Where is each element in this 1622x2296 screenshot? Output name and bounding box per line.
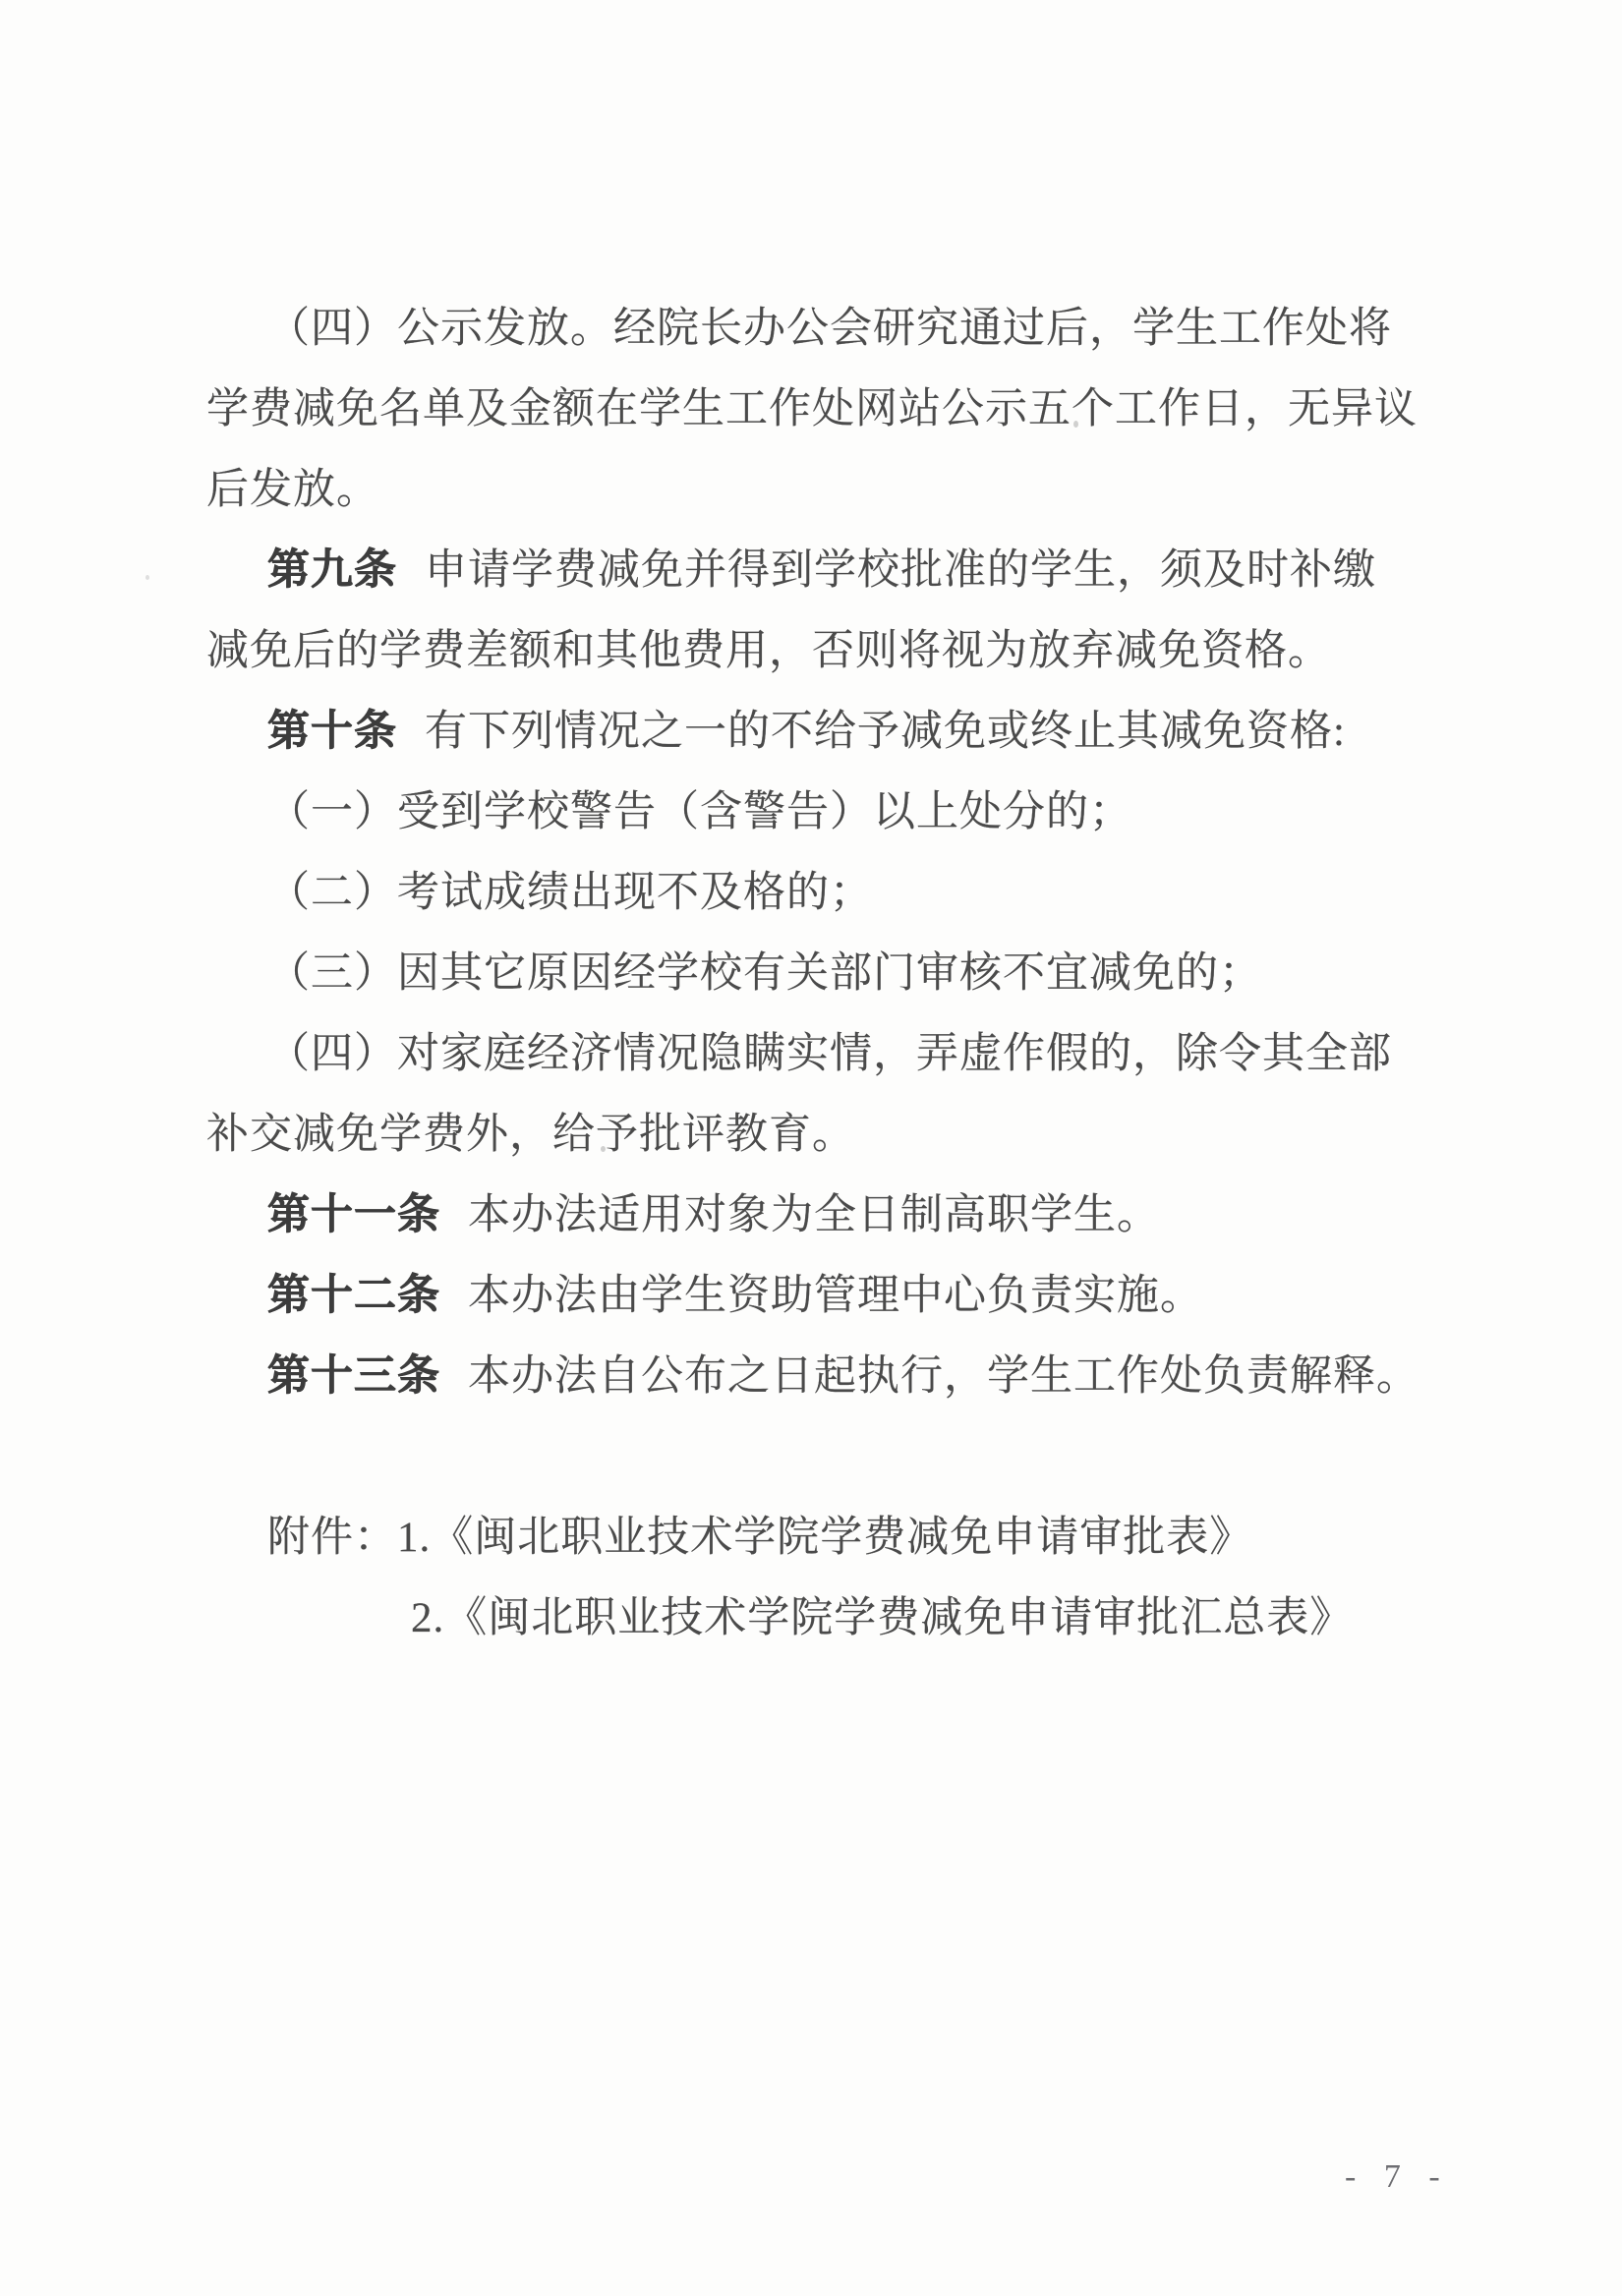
document-line <box>206 1176 1450 1256</box>
scan-artifact <box>145 575 149 580</box>
line-text: 本办法适用对象为全日制高职学生。 <box>468 1192 1160 1238</box>
document-line <box>206 1578 1450 1659</box>
line-text: （一）受到学校警告（含警告）以上处分的； <box>267 789 1132 835</box>
line-text: 本办法自公布之日起执行，学生工作处负责解释。 <box>468 1353 1419 1400</box>
line-text: （四）对家庭经济情况隐瞒实情，弄虚作假的，除令其全部 <box>267 1031 1392 1077</box>
article-number: 第十条 <box>267 709 397 755</box>
document-line <box>206 611 1450 692</box>
document-line <box>206 450 1450 531</box>
line-text: 后发放。 <box>206 467 379 513</box>
line-text: 有下列情况之一的不给予减免或终止其减免资格: <box>425 709 1346 755</box>
line-text: 本办法由学生资助管理中心负责实施。 <box>468 1273 1203 1319</box>
line-text: （二）考试成绩出现不及格的； <box>267 870 873 916</box>
document-line <box>206 773 1450 853</box>
line-text: 申请学费减免并得到学校批准的学生，须及时补缴 <box>425 547 1376 594</box>
document-line <box>206 1498 1450 1578</box>
blank-line <box>206 1417 1450 1498</box>
document-line <box>206 1337 1450 1417</box>
line-text: （三）因其它原因经学校有关部门审核不宜减免的； <box>267 950 1262 997</box>
document-body <box>206 289 1450 1659</box>
document-line <box>206 1014 1450 1095</box>
document-line <box>206 934 1450 1014</box>
document-line <box>206 692 1450 773</box>
line-text: （四）公示发放。经院长办公会研究通过后，学生工作处将 <box>267 306 1392 352</box>
document-line <box>206 370 1450 450</box>
article-number: 第十一条 <box>267 1192 440 1238</box>
page-number: - 7 - <box>1345 2158 1450 2195</box>
document-line <box>206 1095 1450 1176</box>
line-text: 补交减免学费外，给予批评教育。 <box>206 1112 855 1158</box>
line-text: 减免后的学费差额和其他费用，否则将视为放弃减免资格。 <box>206 628 1331 674</box>
article-number: 第九条 <box>267 547 397 594</box>
document-line <box>206 531 1450 611</box>
article-number: 第十二条 <box>267 1273 440 1319</box>
article-number: 第十三条 <box>267 1353 440 1400</box>
line-text: 学费减免名单及金额在学生工作处网站公示五个工作日，无异议 <box>206 386 1418 432</box>
scan-artifact <box>601 1146 606 1152</box>
scan-artifact <box>1073 421 1078 428</box>
document-line <box>206 1256 1450 1337</box>
line-text: 附件：1.《闽北职业技术学院学费减免申请审批表》 <box>267 1515 1253 1561</box>
line-text: 2.《闽北职业技术学院学费减免申请审批汇总表》 <box>411 1595 1354 1641</box>
document-line <box>206 289 1450 370</box>
document-line <box>206 853 1450 934</box>
